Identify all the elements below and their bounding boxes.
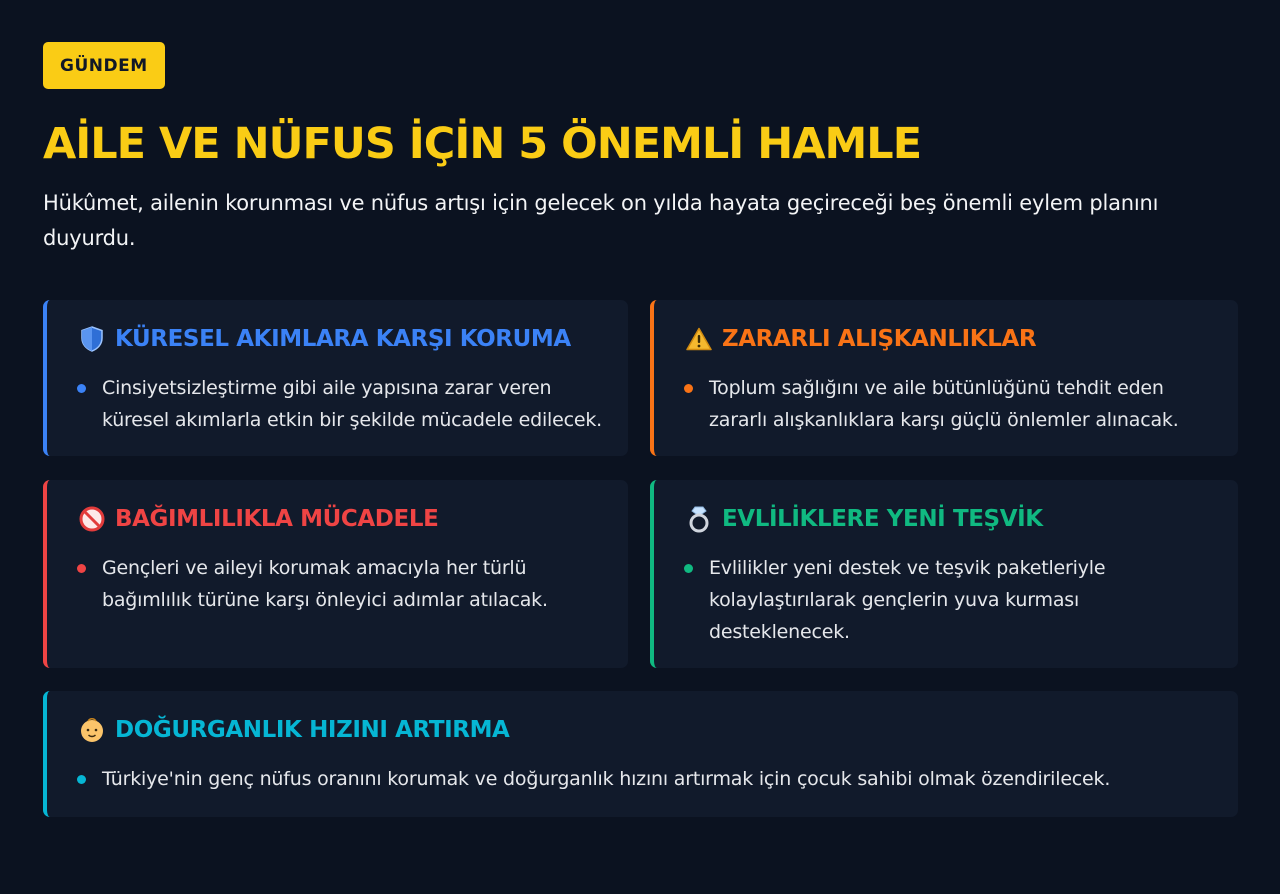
lead-paragraph: Hükûmet, ailenin korunması ve nüfus artışı için gelecek on yılda hayata geçireceği beş önemli eylem planını duyurdu.	[43, 191, 1159, 250]
card-text: Türkiye'nin genç nüfus oranını korumak ve doğurganlık hızını artırmak için çocuk sahibi olmak özendirilecek.	[102, 768, 1111, 790]
card-title: KÜRESEL AKIMLARA KARŞI KORUMA	[115, 326, 571, 352]
card-title: BAĞIMLILIKLA MÜCADELE	[115, 506, 439, 532]
bullet-dot	[684, 384, 693, 393]
card-kuresel-akimlar	[43, 300, 628, 456]
category-badge: GÜNDEM	[43, 42, 165, 89]
ring-icon	[684, 504, 714, 534]
page-title: AİLE VE NÜFUS İÇİN 5 ÖNEMLİ HAMLE	[43, 119, 922, 169]
card-text: Cinsiyetsizleştirme gibi aile yapısına zarar veren küresel akımlarla etkin bir şekilde mücadele edilecek.	[102, 377, 602, 431]
card-zararli-aliskanliklar	[650, 300, 1238, 456]
card-evliliklere-tesvik	[650, 480, 1238, 668]
card-text: Evlilikler yeni destek ve teşvik paketleriyle kolaylaştırılarak gençlerin yuva kurması desteklenecek.	[709, 557, 1106, 643]
baby-icon	[77, 715, 107, 745]
card-text: Gençleri ve aileyi korumak amacıyla her türlü bağımlılık türüne karşı önleyici adımlar atılacak.	[102, 557, 548, 611]
warning-icon	[684, 324, 714, 354]
card-title: EVLİLİKLERE YENİ TEŞVİK	[722, 506, 1043, 532]
prohibited-icon	[77, 504, 107, 534]
card-text: Toplum sağlığını ve aile bütünlüğünü tehdit eden zararlı alışkanlıklara karşı güçlü önlemler alınacak.	[709, 377, 1179, 431]
bullet-dot	[77, 775, 86, 784]
card-title: DOĞURGANLIK HIZINI ARTIRMA	[115, 717, 510, 743]
shield-icon	[77, 324, 107, 354]
card-dogurganlik	[43, 691, 1238, 817]
bullet-dot	[77, 384, 86, 393]
bullet-dot	[684, 564, 693, 573]
card-title: ZARARLI ALIŞKANLIKLAR	[722, 326, 1037, 352]
card-bagimlilikla-mucadele	[43, 480, 628, 668]
bullet-dot	[77, 564, 86, 573]
